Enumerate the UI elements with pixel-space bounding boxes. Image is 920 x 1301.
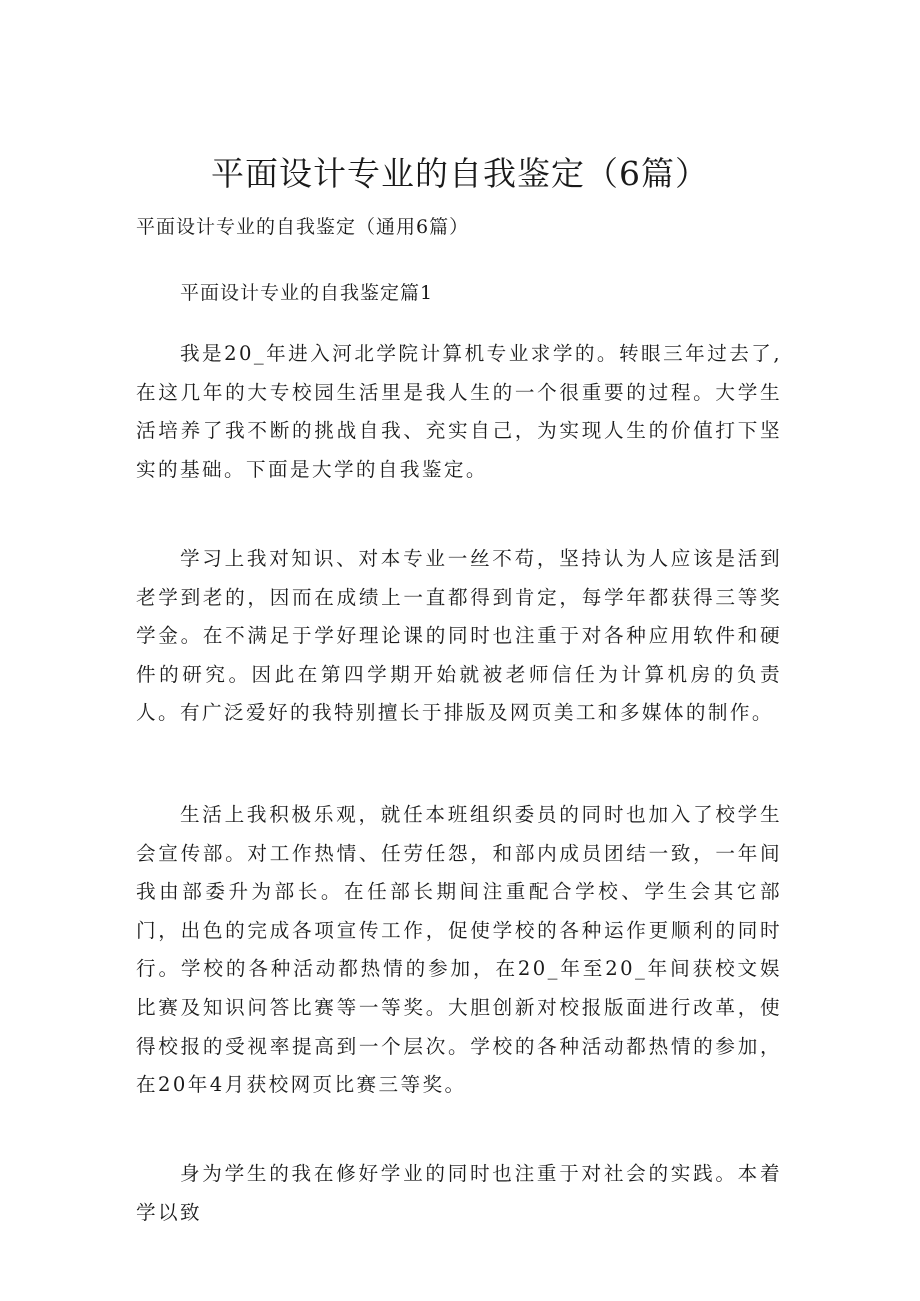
paragraph: 学习上我对知识、对本专业一丝不苟，坚持认为人应该是活到老学到老的，因而在成绩上一直都得到肯定，每学年都获得三等奖学金。在不满足于学好理论课的同时也注重于对各种应用软件和硬件的研究。因此在第四学期开始就被老师信任为计算机房的负责人。有广泛爱好的我特别擅长于排版及网页美工和多媒体的制作。 <box>136 547 782 725</box>
paragraph: 我是20_年进入河北学院计算机专业求学的。转眼三年过去了,在这几年的大专校园生活里是我人生的一个很重要的过程。大学生活培养了我不断的挑战自我、充实自己，为实现人生的价值打下坚实的基础。下面是大学的自我鉴定。 <box>136 342 782 481</box>
paragraph: 身为学生的我在修好学业的同时也注重于对社会的实践。本着学以致 <box>136 1162 782 1224</box>
paragraph: 生活上我积极乐观，就任本班组织委员的同时也加入了校学生会宣传部。对工作热情、任劳任怨，和部内成员团结一致，一年间我由部委升为部长。在任部长期间注重配合学校、学生会其它部门，出色的完成各项宣传工作，促使学校的各种运作更顺利的同时行。学校的各种活动都热情的参加，在20_年至20_年间获校文娱比赛及知识问答比赛等一等奖。大胆创新对校报版面进行改革，使得校报的受视率提高到一个层次。学校的各种活动都热情的参加，在20年4月获校网页比赛三等奖。 <box>136 803 782 1097</box>
section-heading: 平面设计专业的自我鉴定篇1 <box>180 282 434 304</box>
document-subtitle: 平面设计专业的自我鉴定（通用6篇） <box>136 216 470 238</box>
document-title: 平面设计专业的自我鉴定（6篇） <box>211 154 709 193</box>
